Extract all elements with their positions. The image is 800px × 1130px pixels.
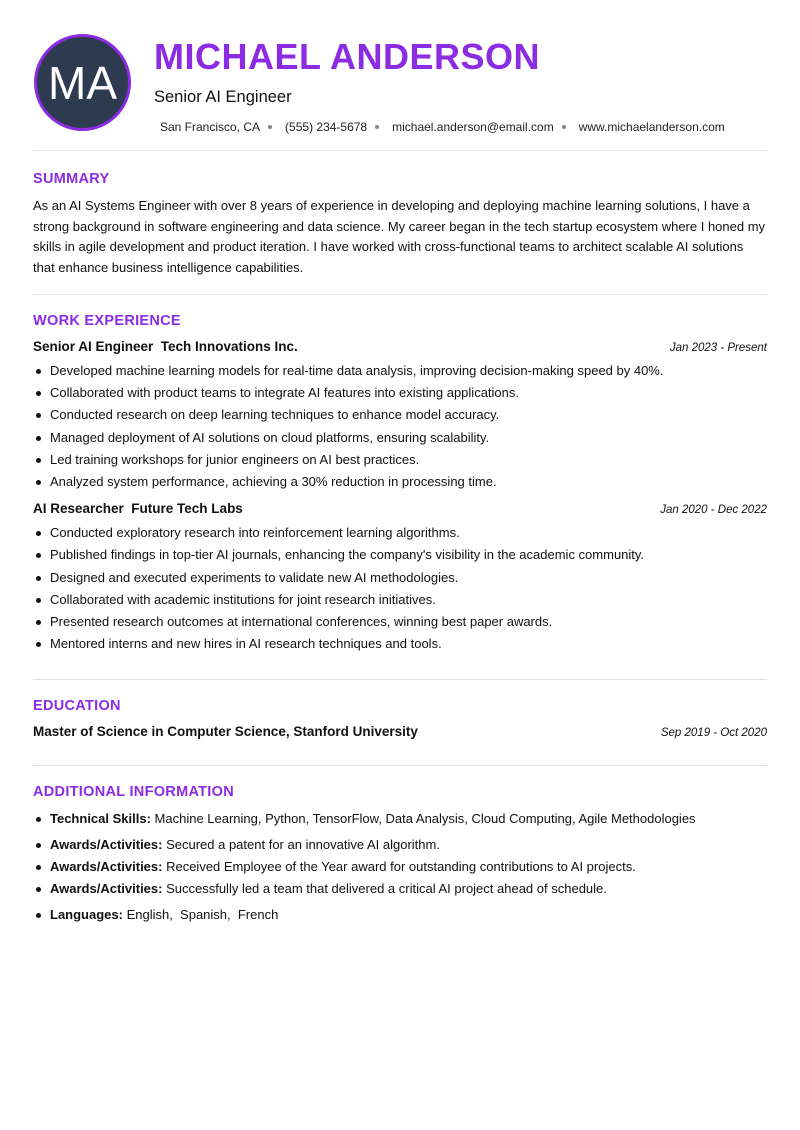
list-item: [33, 808, 767, 830]
item-text: Received Employee of the Year award for outstanding contributions to AI projects.: [162, 858, 636, 874]
item-text: Successfully led a team that delivered a critical AI project ahead of schedule.: [162, 881, 607, 897]
job-bullets: [33, 360, 767, 493]
separator-dot: [562, 125, 566, 129]
additional-list: [33, 808, 767, 926]
candidate-role: Senior AI Engineer: [154, 88, 292, 106]
avatar: MA: [34, 34, 131, 131]
contact-phone: (555) 234-5678: [285, 120, 368, 134]
additional-section: [33, 766, 767, 926]
list-item: [33, 904, 767, 926]
job-title: AI Researcher Future Tech Labs: [33, 501, 243, 517]
education-date: Sep 2019 - Oct 2020: [660, 727, 767, 740]
list-item: Managed deployment of AI solutions on cloud platforms, ensuring scalability.: [33, 427, 767, 449]
item-text: English, Spanish, French: [122, 907, 279, 923]
list-item: Designed and executed experiments to validate new AI methodologies.: [33, 567, 767, 589]
item-label: Awards/Activities:: [50, 836, 163, 852]
contact-location: San Francisco, CA: [160, 120, 261, 134]
section-title-education: EDUCATION: [33, 698, 121, 715]
item-text: Secured a patent for an innovative AI algorithm.: [162, 836, 440, 852]
item-text: Machine Learning, Python, TensorFlow, Data Analysis, Cloud Computing, Agile Methodologies: [150, 811, 696, 827]
section-title-experience: WORK EXPERIENCE: [33, 313, 181, 329]
section-title-summary: SUMMARY: [33, 171, 110, 187]
contact-email[interactable]: michael.anderson@email.com: [392, 120, 554, 134]
item-label: Awards/Activities:: [50, 881, 163, 897]
list-item: Collaborated with academic institutions for joint research initiatives.: [33, 589, 767, 611]
experience-section: [33, 295, 767, 679]
degree-title: Master of Science in Computer Science, Stanford University: [33, 724, 418, 740]
job-bullets: [33, 522, 767, 655]
item-label: Technical Skills:: [50, 811, 151, 827]
separator-dot: [268, 125, 272, 129]
section-title-additional: ADDITIONAL INFORMATION: [33, 784, 234, 801]
job-header: [33, 501, 767, 516]
list-item: Developed machine learning models for real-time data analysis, improving decision-making speed by 40%.: [33, 360, 767, 382]
list-item: Led training workshops for junior engineers on AI best practices.: [33, 449, 767, 471]
education-entry: [33, 724, 767, 739]
list-item: Conducted exploratory research into reinforcement learning algorithms.: [33, 522, 767, 544]
list-item: Collaborated with product teams to integrate AI features into existing applications.: [33, 382, 767, 404]
list-item: Analyzed system performance, achieving a 30% reduction in processing time.: [33, 471, 767, 493]
list-item: [33, 856, 767, 878]
job-entry: [33, 339, 767, 493]
contact-website[interactable]: www.michaelanderson.com: [578, 120, 725, 134]
candidate-name: MICHAEL ANDERSON: [154, 36, 541, 77]
list-item: Conducted research on deep learning techniques to enhance model accuracy.: [33, 404, 767, 426]
contact-info: [160, 120, 725, 134]
summary-text: As an AI Systems Engineer with over 8 years of experience in developing and deploying machine learning solutions, I have a strong background in software engineering and data science. My career began in the tech startup ecosystem where I honed my skills in agile development and product iteration. I have worked with cross-functional teams to architect scalable AI solutions that enhance business intelligence capabilities.: [33, 198, 766, 275]
list-item: Published findings in top-tier AI journals, enhancing the company's visibility in the academic community.: [33, 544, 767, 566]
list-item: [33, 834, 767, 856]
item-label: Languages:: [50, 907, 123, 923]
list-item: [33, 878, 767, 900]
separator-dot: [375, 125, 379, 129]
item-label: Awards/Activities:: [50, 858, 163, 874]
job-date: Jan 2023 - Present: [669, 342, 767, 354]
list-item: Presented research outcomes at international conferences, winning best paper awards.: [33, 611, 767, 633]
summary-section: [33, 151, 767, 294]
job-entry: [33, 501, 767, 655]
job-header: [33, 339, 767, 354]
job-title: Senior AI Engineer Tech Innovations Inc.: [33, 339, 298, 354]
education-section: [33, 680, 767, 765]
list-item: Mentored interns and new hires in AI research techniques and tools.: [33, 633, 767, 655]
job-date: Jan 2020 - Dec 2022: [660, 504, 767, 517]
resume-header: [33, 0, 767, 150]
